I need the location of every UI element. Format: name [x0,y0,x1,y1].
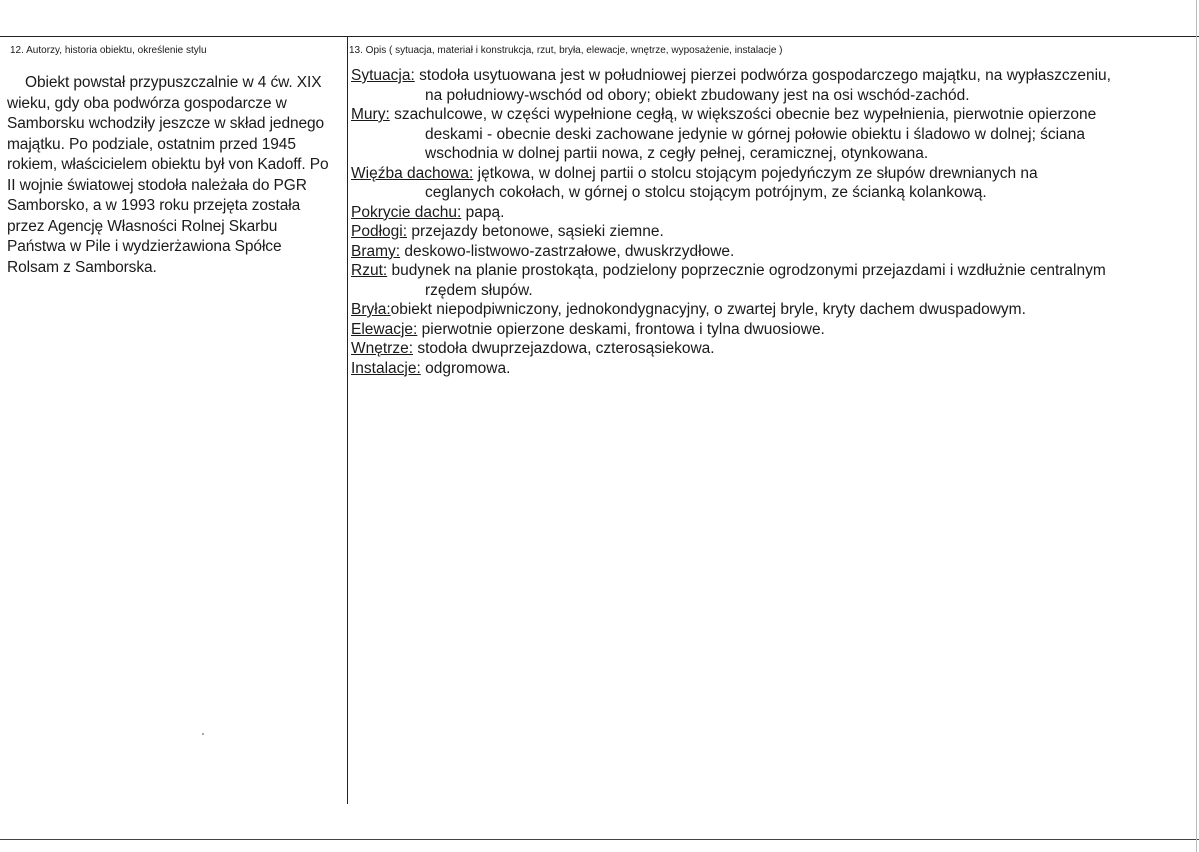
entry-label: Bryła: [351,301,391,318]
entry-text: papą. [465,203,505,221]
history-text: Obiekt powstał przypuszczalnie w 4 ćw. XIX wieku, gdy oba podwórza gospodarcze w Samborsku wchodziły jeszcze w skład jednego majątku. Po podziale, ostatnim przed 1945 rokiem, właścicielem obiektu był von Kadoff. Po II wojnie światowej stodoła należała do PGR Samborsko, a w 1993 roku przejęta została przez Agencję Własności Rolnej Skarbu Państwa w Pile i wydzierżawiona Spółce Rolsam z Samborska. [7,74,329,276]
entry-label: Instalacje: [351,359,421,377]
entry-text: odgromowa. [425,359,511,377]
entry-massing [351,300,1111,320]
entry-label: Pokrycie dachu: [351,203,462,221]
entry-situation [351,66,1111,105]
entry-label: Elewacje: [351,320,418,338]
entry-text: budynek na planie prostokąta, podzielony poprzecznie ogrodzonymi przejazdami i wzdłużnie centralnym rzędem słupów. [391,262,1106,299]
entry-roof-truss [351,164,1111,203]
entry-walls [351,105,1111,164]
section-13-header: 13. Opis ( sytuacja, materiał i konstrukcja, rzut, bryła, elewacje, wnętrze, wyposażenie, instalacje ) [349,45,783,56]
entry-text: pierwotnie opierzone deskami, frontowa i tylna dwuosiowe. [421,320,825,338]
entry-label: Wnętrze: [351,340,414,357]
entry-text: szachulcowe, w części wypełnione cegłą, w większości obecnie bez wypełnienia, pierwotnie opierzone deskami - obecnie deski zachowane jedynie w górnej połowie obiektu i śladowo w dolnej; ściana wschodnia w dolnej partii nowa, z cegły pełnej, ceramicznej, otynkowana. [394,106,1097,162]
entry-roofing [351,203,1111,223]
entry-text: jętkowa, w dolnej partii o stolcu stojącym pojedyńczym ze słupów drewnianych na ceglanych cokołach, w górnej o stolcu stojącym potrójnym, ze ścianką kolankową. [425,164,1038,201]
entry-text: stodoła usytuowana jest w południowej pierzei podwórza gospodarczego majątku, na wypłaszczeniu, na południowy-wschód od obory; obiekt zbudowany jest na osi wschód-zachód. [419,67,1111,104]
entry-elevations [351,320,1111,340]
entry-label: Bramy: [351,242,401,260]
entry-label: Rzut: [351,262,388,279]
entry-text: stodoła dwuprzejazdowa, czterosąsiekowa. [417,340,715,357]
entry-label: Podłogi: [351,223,408,240]
description-list [351,66,1111,378]
entry-text: deskowo-listwowo-zastrzałowe, dwuskrzydłowe. [404,242,735,260]
entry-gates [351,242,1111,262]
scan-speck [202,733,204,735]
bottom-rule [0,839,1199,840]
section-12-header: 12. Autorzy, historia obiektu, określenie stylu [10,45,207,56]
column-divider [347,36,348,804]
entry-plan [351,261,1111,300]
entry-label: Sytuacja: [351,67,415,84]
entry-interior [351,339,1111,359]
entry-floors [351,222,1111,242]
scan-edge [1196,0,1197,852]
entry-text: obiekt niepodpiwniczony, jednokondygnacyjny, o zwartej bryle, kryty dachem dwuspadowym. [390,301,1026,318]
entry-installations [351,359,1111,379]
entry-label: Więźba dachowa: [351,164,474,182]
entry-label: Mury: [351,106,390,123]
top-rule [0,36,1199,37]
entry-text: przejazdy betonowe, sąsieki ziemne. [411,223,664,240]
